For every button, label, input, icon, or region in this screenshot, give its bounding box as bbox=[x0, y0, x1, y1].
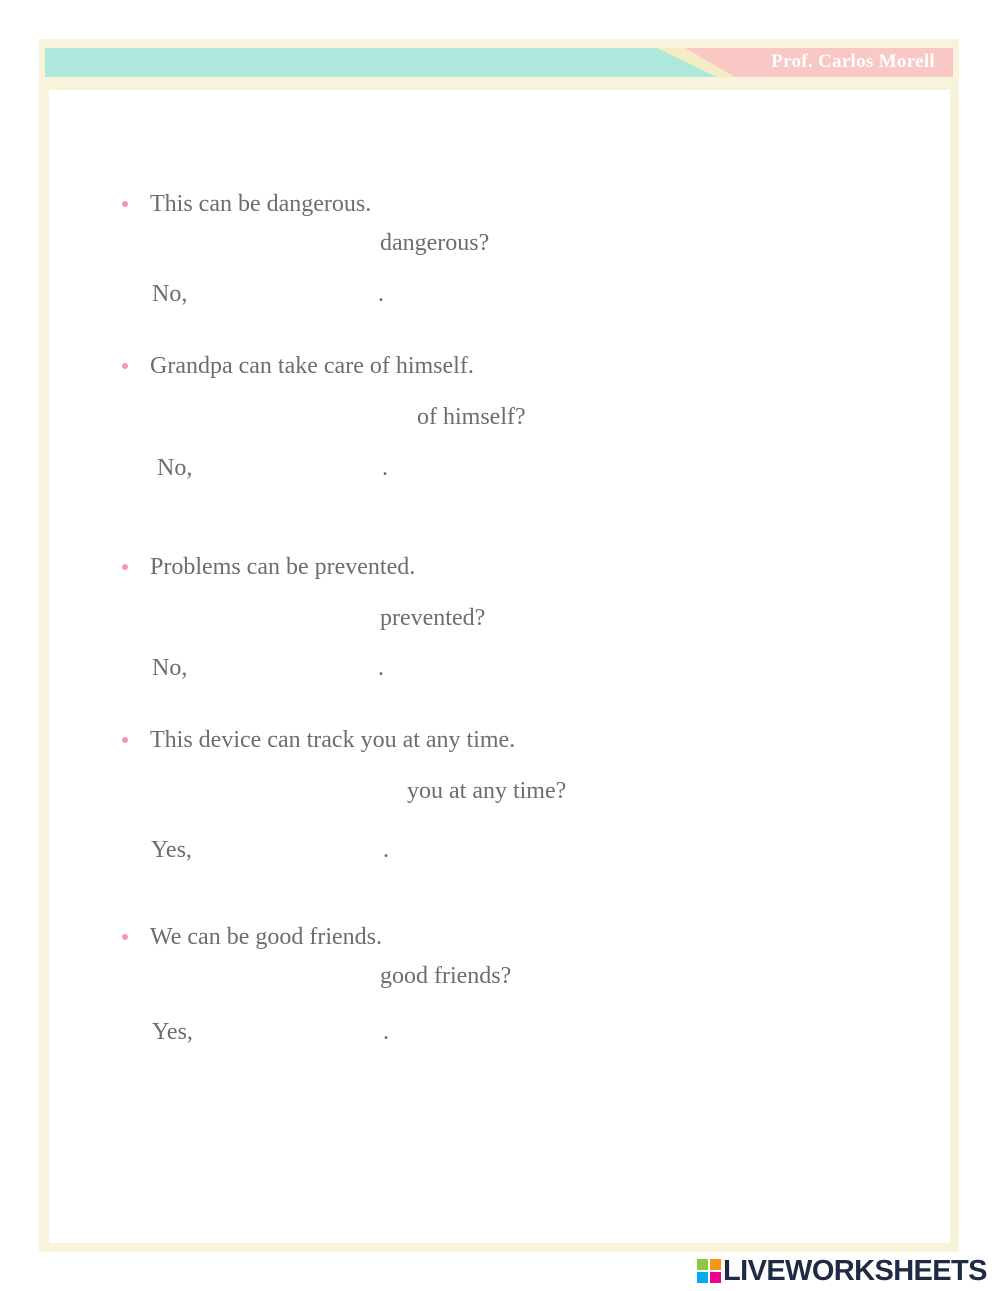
bullet-icon bbox=[122, 564, 128, 570]
question-4: you at any time? bbox=[407, 778, 567, 804]
answer-start-5: Yes, bbox=[152, 1019, 193, 1045]
bullet-icon bbox=[122, 363, 128, 369]
question-5: good friends? bbox=[380, 963, 512, 989]
answer-start-4: Yes, bbox=[151, 837, 192, 863]
answer-end-4: . bbox=[383, 837, 389, 863]
logo-text: LIVEWORKSHEETS bbox=[723, 1255, 987, 1287]
statement-2: Grandpa can take care of himself. bbox=[150, 353, 474, 379]
author-name: Prof. Carlos Morell bbox=[771, 51, 935, 72]
bullet-icon bbox=[122, 201, 128, 207]
answer-end-1: . bbox=[378, 281, 384, 307]
answer-start-2: No, bbox=[157, 455, 193, 481]
answer-end-2: . bbox=[382, 455, 388, 481]
statement-3: Problems can be prevented. bbox=[150, 554, 416, 580]
bullet-icon bbox=[122, 934, 128, 940]
question-1: dangerous? bbox=[380, 230, 490, 256]
answer-start-3: No, bbox=[152, 655, 188, 681]
bullet-icon bbox=[122, 737, 128, 743]
statement-4: This device can track you at any time. bbox=[150, 727, 516, 753]
header-band bbox=[45, 48, 953, 77]
statement-1: This can be dangerous. bbox=[150, 191, 372, 217]
question-3: prevented? bbox=[380, 605, 486, 631]
answer-end-3: . bbox=[378, 655, 384, 681]
question-2: of himself? bbox=[417, 404, 526, 430]
statement-5: We can be good friends. bbox=[150, 924, 382, 950]
liveworksheets-logo-icon bbox=[697, 1259, 721, 1283]
answer-start-1: No, bbox=[152, 281, 188, 307]
liveworksheets-logo[interactable] bbox=[697, 1255, 997, 1285]
answer-end-5: . bbox=[383, 1019, 389, 1045]
